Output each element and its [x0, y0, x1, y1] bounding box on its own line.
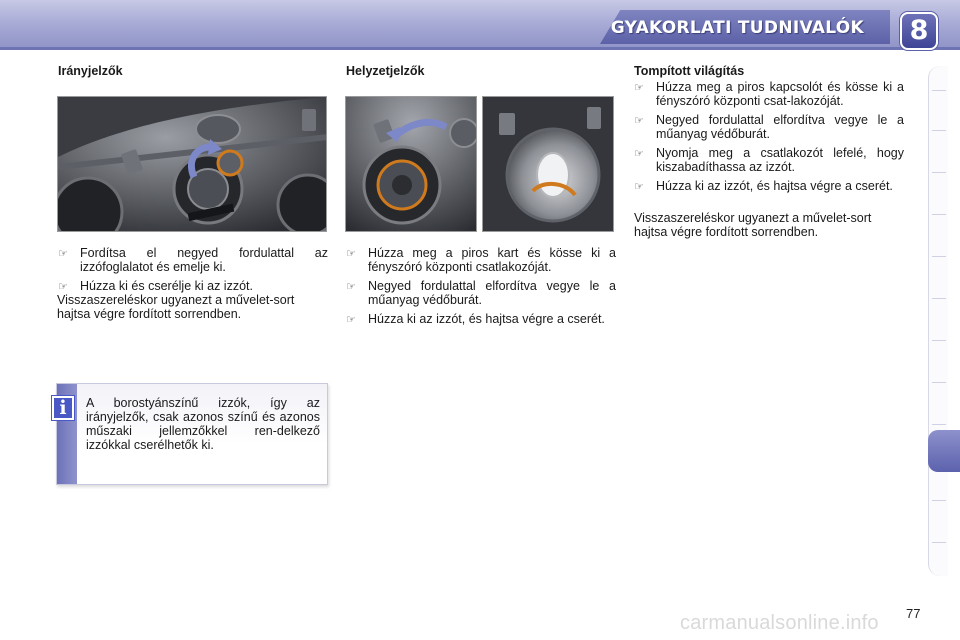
- chapter-tab[interactable]: [932, 172, 946, 173]
- section-title-indicators: Irányjelzők: [58, 64, 123, 78]
- page-title: GYAKORLATI TUDNIVALÓK: [610, 18, 864, 38]
- chapter-tab[interactable]: [932, 90, 946, 91]
- pointing-hand-icon: ☞: [634, 114, 644, 127]
- pointing-hand-icon: ☞: [634, 81, 644, 94]
- reassembly-note-right: Visszaszereléskor ugyanezt a művelet-sort hajtsa végre fordított sorrendben.: [634, 211, 872, 239]
- chapter-tab[interactable]: [932, 424, 946, 425]
- pointing-hand-icon: ☞: [346, 313, 356, 326]
- indicator-bulb-photo: [57, 96, 327, 232]
- chapter-badge: 8: [900, 12, 938, 50]
- chapter-tab-active[interactable]: [928, 430, 960, 472]
- list-item: ☞ Húzza ki az izzót, és hajtsa végre a cserét.: [634, 179, 893, 193]
- pointing-hand-icon: ☞: [634, 180, 644, 193]
- list-item: ☞ Fordítsa el negyed fordulattal az izzófoglalatot és emelje ki.: [58, 246, 328, 274]
- page-number: 77: [906, 606, 921, 621]
- list-item: ☞ Negyed fordulattal elfordítva vegye le a műanyag védőburát.: [346, 279, 616, 307]
- list-item: ☞ Húzza meg a piros kapcsolót és kösse ki a fényszóró központi csat-lakozóját.: [634, 80, 904, 108]
- chapter-tab[interactable]: [932, 130, 946, 131]
- list-item: ☞ Nyomja meg a csatlakozót lefelé, hogy kiszabadíthassa az izzót.: [634, 146, 904, 174]
- chapter-tab[interactable]: [932, 542, 946, 543]
- info-text: A borostyánszínű izzók, így az irányjelzők, csak azonos színű és azonos műszaki jellemzőkkel ren-delkező izzókkal cserélhetők ki.: [86, 396, 320, 452]
- chapter-tab[interactable]: [932, 500, 946, 501]
- chapter-tab[interactable]: [932, 256, 946, 257]
- pointing-hand-icon: ☞: [346, 247, 356, 260]
- section-title-position-lights: Helyzetjelzők: [346, 64, 425, 78]
- list-item: ☞ Húzza ki és cserélje ki az izzót.: [58, 279, 253, 293]
- info-icon: i: [52, 396, 74, 420]
- chapter-tab[interactable]: [932, 340, 946, 341]
- section-title-dipped-beam: Tompított világítás: [634, 64, 745, 78]
- list-item: ☞ Húzza meg a piros kart és kösse ki a fényszóró központi csatlakozóját.: [346, 246, 616, 274]
- chapter-tab[interactable]: [932, 298, 946, 299]
- pointing-hand-icon: ☞: [346, 280, 356, 293]
- position-light-steps: [344, 246, 616, 331]
- chapter-tab[interactable]: [932, 382, 946, 383]
- reassembly-note-left: Visszaszereléskor ugyanezt a művelet-sort hajtsa végre fordított sorrendben.: [57, 293, 295, 321]
- position-light-photo-1: [345, 96, 477, 232]
- chapter-tab[interactable]: [932, 214, 946, 215]
- pointing-hand-icon: ☞: [58, 247, 68, 260]
- list-item: ☞ Negyed fordulattal elfordítva vegye le a műanyag védőburát.: [634, 113, 904, 141]
- watermark: carmanualsonline.info: [680, 612, 879, 634]
- list-item: ☞ Húzza ki az izzót, és hajtsa végre a cserét.: [346, 312, 605, 326]
- dipped-beam-steps: [632, 80, 904, 198]
- pointing-hand-icon: ☞: [58, 280, 68, 293]
- indicator-steps: [56, 246, 328, 298]
- position-light-photo-2: [482, 96, 614, 232]
- pointing-hand-icon: ☞: [634, 147, 644, 160]
